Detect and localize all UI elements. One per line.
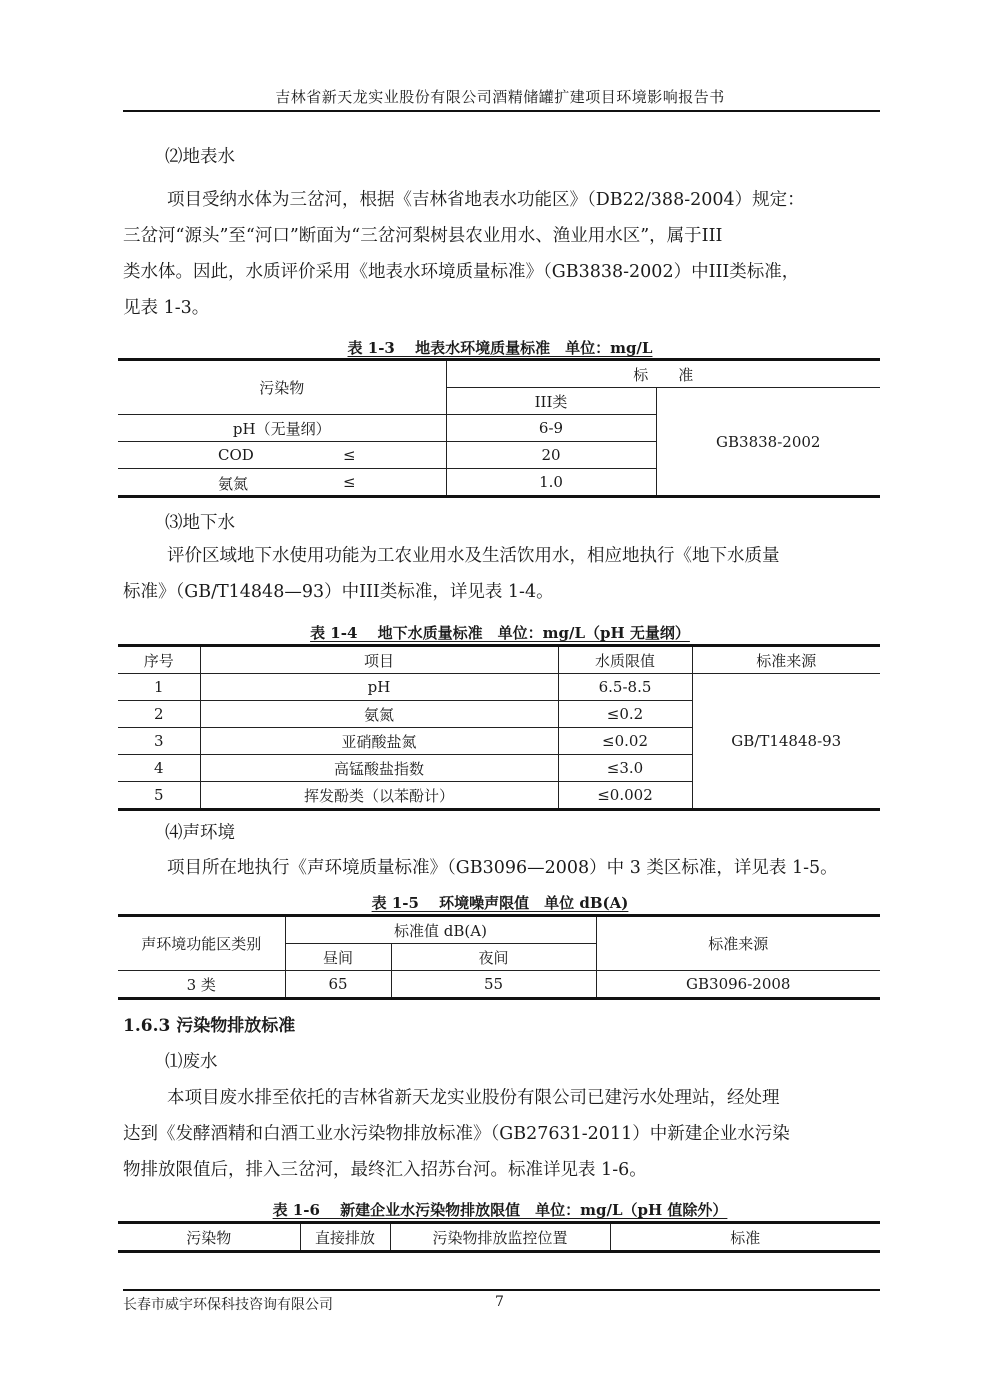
para-line: 项目所在地执行《声环境质量标准》（GB3096—2008）中 3 类区标准，详见表 1-5。: [167, 858, 838, 878]
row-source: GB3096-2008: [596, 971, 880, 999]
document-header-title: 吉林省新天龙实业股份有限公司酒精储罐扩建项目环境影响报告书: [275, 88, 725, 106]
pollutant-cell: [118, 469, 446, 497]
paragraph-noise: [123, 850, 880, 886]
row-no: 2: [118, 701, 200, 728]
para-line: 三岔河“源头”至“河口”断面为“三岔河梨树县农业用水、渔业用水区”，属于III: [123, 226, 723, 246]
row-item: pH: [200, 674, 558, 701]
page-number: 7: [495, 1294, 504, 1310]
header-direct-discharge: 直接排放: [300, 1223, 390, 1252]
header-pollutant: 污染物: [118, 1223, 300, 1252]
pollutant-name: COD: [218, 446, 254, 464]
header-class: III类: [446, 388, 656, 415]
less-equal-symbol: ≤: [343, 473, 356, 491]
row-item: 氨氮: [200, 701, 558, 728]
row-category: 3 类: [118, 971, 285, 999]
row-no: 5: [118, 782, 200, 810]
paragraph-wastewater: [123, 1080, 880, 1188]
row-limit: ≤0.02: [558, 728, 692, 755]
table-caption-1-5: 表 1-5 环境噪声限值 单位 dB(A): [371, 894, 629, 912]
header-source: 标准来源: [596, 916, 880, 971]
row-no: 3: [118, 728, 200, 755]
header-night: 夜间: [391, 944, 596, 971]
row-limit: ≤3.0: [558, 755, 692, 782]
sub-heading-wastewater: ⑴废水: [165, 1052, 218, 1072]
header-standard: 标 准: [446, 360, 880, 388]
table-1-3: [118, 358, 880, 498]
row-night: 55: [391, 971, 596, 999]
para-line: 类水体。因此，水质评价采用《地表水环境质量标准》（GB3838-2002）中III类标准，: [123, 262, 800, 282]
row-limit: 6.5-8.5: [558, 674, 692, 701]
para-line: 标准》（GB/T14848—93）中III类标准，详见表 1-4。: [123, 582, 554, 602]
pollutant-name: 氨氮: [218, 475, 249, 493]
table-row: [118, 674, 880, 701]
table-header-row: [118, 646, 880, 674]
table-1-6: [118, 1221, 880, 1253]
table-1-5: [118, 914, 880, 1000]
pollutant-cell: [118, 442, 446, 469]
standard-source: GB/T14848-93: [692, 674, 880, 810]
para-line: 见表 1-3。: [123, 298, 210, 318]
standard-source: GB3838-2002: [656, 388, 880, 497]
header-monitoring-location: 污染物排放监控位置: [390, 1223, 610, 1252]
pollutant-value: 20: [446, 442, 656, 469]
header-divider: [123, 110, 880, 112]
para-line: 评价区域地下水使用功能为工农业用水及生活饮用水，相应地执行《地下水质量: [167, 546, 780, 566]
para-line: 达到《发酵酒精和白酒工业水污染物排放标准》（GB27631-2011）中新建企业水污染: [123, 1124, 790, 1144]
paragraph-groundwater: [123, 538, 880, 610]
table-caption-1-3: 表 1-3 地表水环境质量标准 单位：mg/L: [347, 339, 653, 357]
header-source: 标准来源: [692, 646, 880, 674]
header-no: 序号: [118, 646, 200, 674]
header-item: 项目: [200, 646, 558, 674]
header-standard-value: 标准值 dB(A): [285, 916, 596, 944]
para-line: 本项目废水排至依托的吉林省新天龙实业股份有限公司已建污水处理站，经处理: [167, 1088, 780, 1108]
header-category: 声环境功能区类别: [118, 916, 285, 971]
table-row: [118, 971, 880, 999]
footer-divider: [123, 1289, 880, 1291]
pollutant-value: 6-9: [446, 415, 656, 442]
row-item: 亚硝酸盐氮: [200, 728, 558, 755]
row-item: 挥发酚类（以苯酚计）: [200, 782, 558, 810]
row-no: 4: [118, 755, 200, 782]
pollutant-value: 1.0: [446, 469, 656, 497]
table-1-4: [118, 644, 880, 811]
para-line: 物排放限值后，排入三岔河，最终汇入招苏台河。标准详见表 1-6。: [123, 1160, 647, 1180]
footer-company: 长春市威宇环保科技咨询有限公司: [123, 1297, 333, 1313]
row-no: 1: [118, 674, 200, 701]
row-limit: ≤0.002: [558, 782, 692, 810]
section-heading-1-6-3: 1.6.3 污染物排放标准: [123, 1016, 296, 1036]
row-day: 65: [285, 971, 391, 999]
table-caption-1-6: 表 1-6 新建企业水污染物排放限值 单位：mg/L（pH 值除外）: [272, 1201, 728, 1219]
section-heading-groundwater: ⑶地下水: [165, 513, 235, 533]
para-line: 项目受纳水体为三岔河，根据《吉林省地表水功能区》（DB22/388-2004）规定：: [167, 190, 805, 210]
table-caption-1-4: 表 1-4 地下水质量标准 单位：mg/L（pH 无量纲）: [310, 624, 690, 642]
section-heading-surface-water: ⑵地表水: [165, 147, 235, 167]
header-day: 昼间: [285, 944, 391, 971]
less-equal-symbol: ≤: [343, 446, 356, 464]
header-standard: 标准: [610, 1223, 880, 1252]
row-item: 高锰酸盐指数: [200, 755, 558, 782]
row-limit: ≤0.2: [558, 701, 692, 728]
header-limit: 水质限值: [558, 646, 692, 674]
paragraph-surface-water: [123, 182, 880, 326]
header-pollutant: 污染物: [118, 360, 446, 415]
table-header-row: [118, 1223, 880, 1252]
pollutant-name: pH（无量纲）: [118, 415, 446, 442]
section-heading-noise: ⑷声环境: [165, 823, 235, 843]
